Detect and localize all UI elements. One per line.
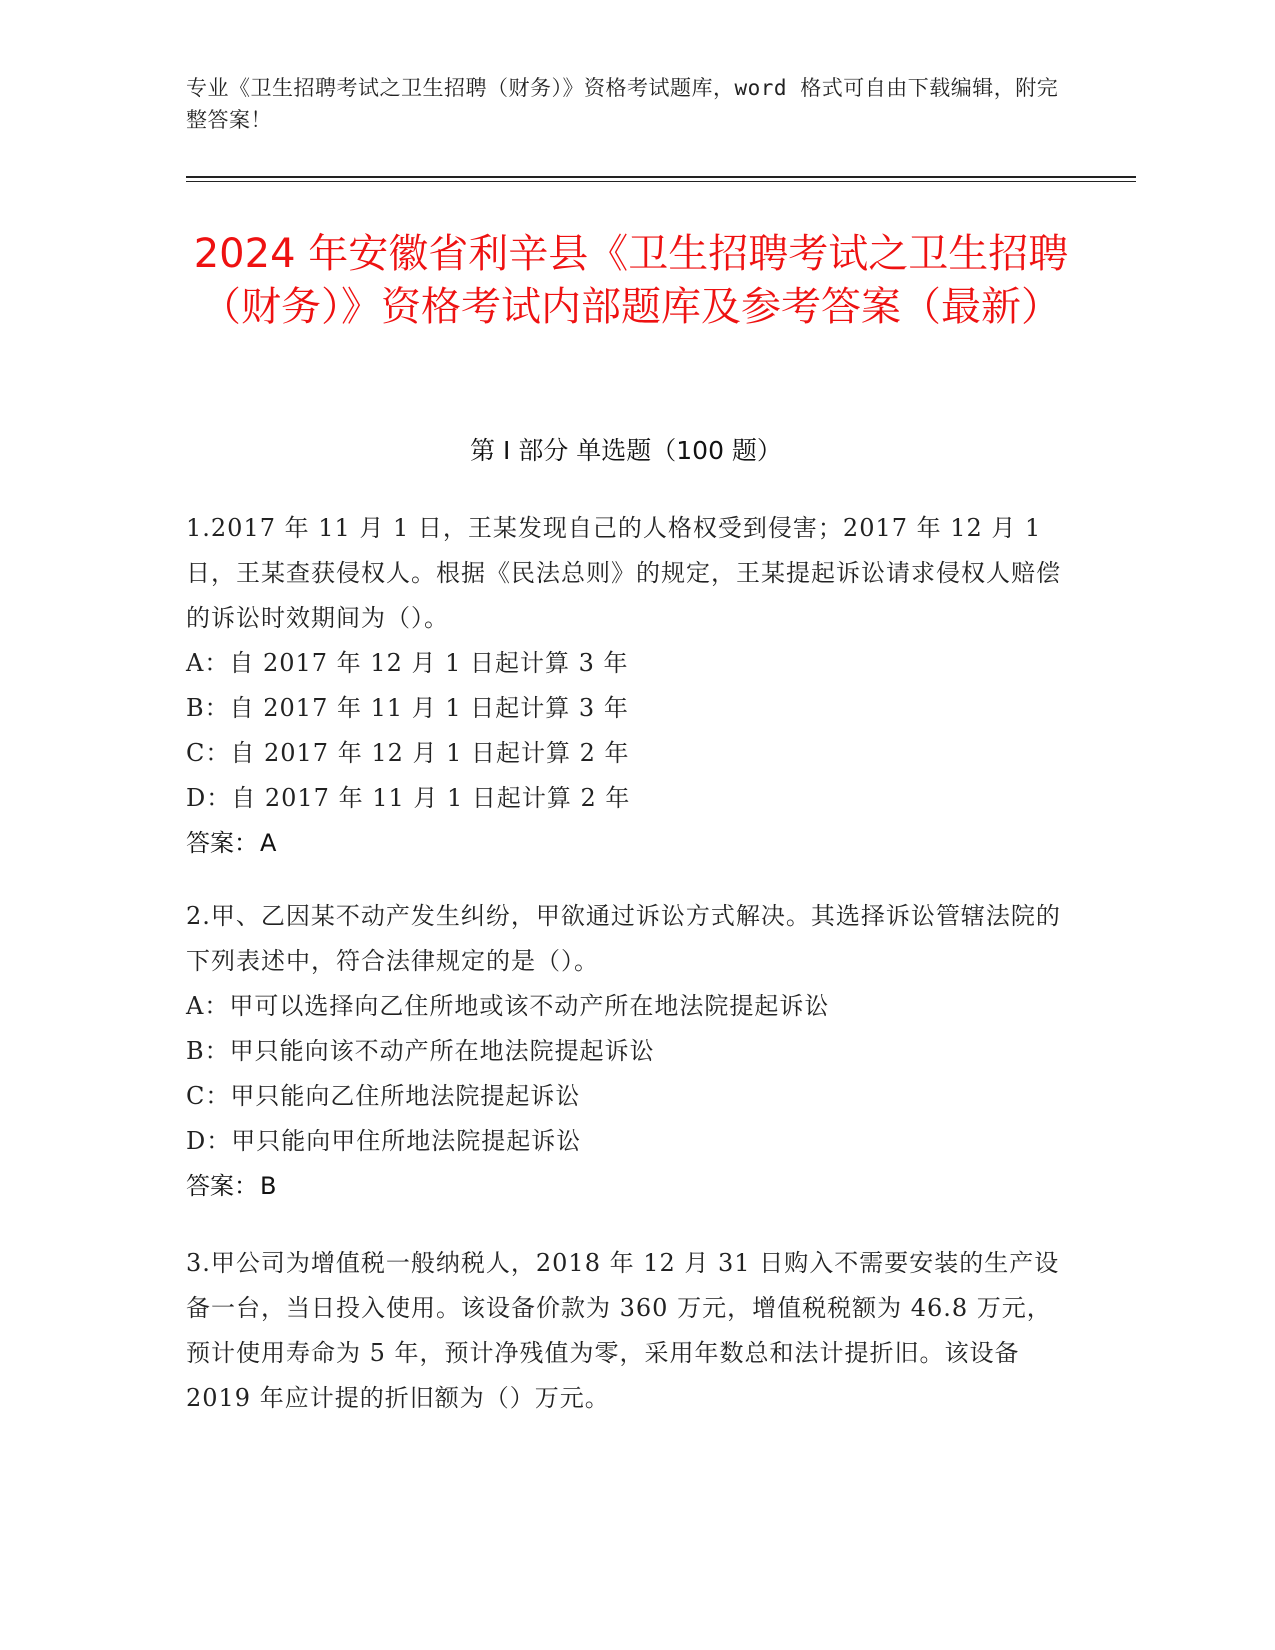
question-stem: 3.甲公司为增值税一般纳税人，2018 年 12 月 31 日购入不需要安装的生产设备一台，当日投入使用。该设备价款为 360 万元，增值税税额为 46.8 万元，预计使用寿命为 5 年，预计净残值为零，采用年数总和法计提折旧。该设备 2019 年应计提的折旧额为（）万元。 <box>186 1249 1060 1412</box>
option-b: B：自 2017 年 11 月 1 日起计算 3 年 <box>186 694 629 722</box>
question-stem: 1.2017 年 11 月 1 日，王某发现自己的人格权受到侵害；2017 年 12 月 1 日，王某查获侵权人。根据《民法总则》的规定，王某提起诉讼请求侵权人赔偿的诉讼时效期间为（）。 <box>186 514 1061 632</box>
header-note: 专业《卫生招聘考试之卫生招聘（财务）》资格考试题库，word 格式可自由下载编辑，附完整答案！ <box>186 76 1059 132</box>
question-stem: 2.甲、乙因某不动产发生纠纷，甲欲通过诉讼方式解决。其选择诉讼管辖法院的下列表述中，符合法律规定的是（）。 <box>186 902 1061 975</box>
question-3 <box>186 1241 1076 1421</box>
document-title: 2024 年安徽省利辛县《卫生招聘考试之卫生招聘（财务）》资格考试内部题库及参考答案（最新） <box>193 231 1069 330</box>
answer-value: A <box>260 829 277 857</box>
answer-label: 答案： <box>186 1172 258 1200</box>
answer-line <box>186 1164 1076 1209</box>
option-c: C：自 2017 年 12 月 1 日起计算 2 年 <box>186 739 630 767</box>
answer-label: 答案： <box>186 829 258 857</box>
header-divider-thin <box>186 181 1136 182</box>
header-divider-thick <box>186 176 1136 178</box>
option-b: B：甲只能向该不动产所在地法院提起诉讼 <box>186 1037 655 1065</box>
option-a: A：甲可以选择向乙住所地或该不动产所在地法院提起诉讼 <box>186 992 830 1020</box>
question-2 <box>186 894 1076 1209</box>
section-title: 第 I 部分 单选题（100 题） <box>470 436 782 465</box>
option-c: C：甲只能向乙住所地法院提起诉讼 <box>186 1082 581 1110</box>
option-a: A：自 2017 年 12 月 1 日起计算 3 年 <box>186 649 629 677</box>
answer-line <box>186 821 1076 866</box>
answer-value: B <box>260 1172 277 1200</box>
option-d: D：甲只能向甲住所地法院提起诉讼 <box>186 1127 582 1155</box>
question-1 <box>186 506 1076 866</box>
option-d: D：自 2017 年 11 月 1 日起计算 2 年 <box>186 784 631 812</box>
